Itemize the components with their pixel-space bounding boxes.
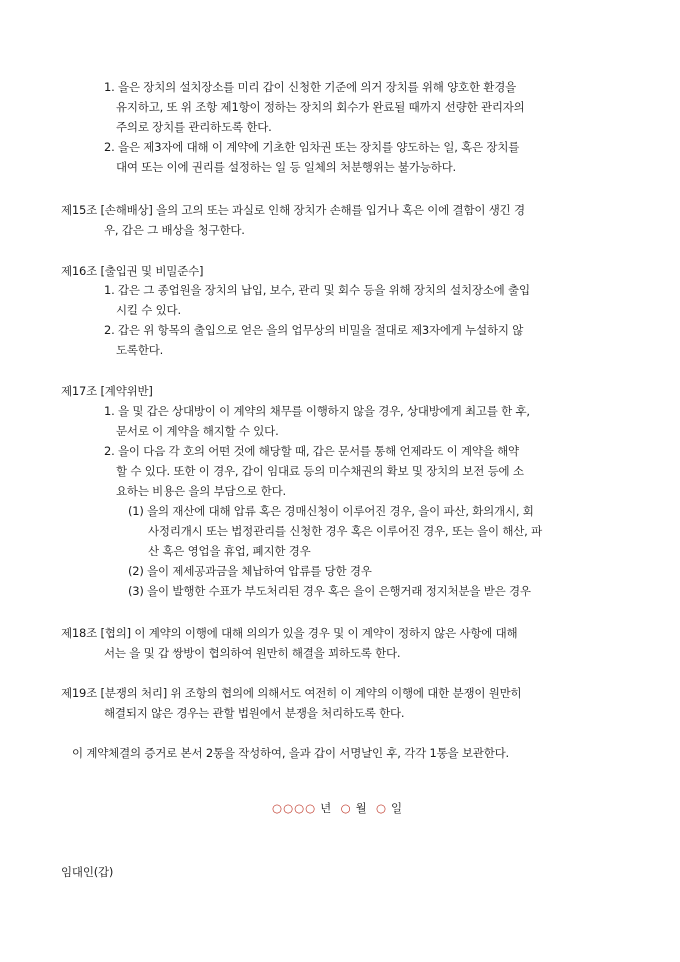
clause-16-item-2: 2. 갑은 위 항목의 출입으로 얻은 을의 업무상의 비밀을 절대로 제3자에게 누설하지 않: [104, 323, 524, 337]
clause-17-sub-1-cont: 산 혹은 영업을 휴업, 폐지한 경우: [148, 544, 311, 558]
clause-17-heading: 제17조 [계약위반]: [61, 384, 153, 398]
clause-14-item-1-cont: 유지하고, 또 위 조항 제1항이 정하는 장치의 회수가 완료될 때까지 선량한 관리자의: [116, 100, 525, 114]
clause-16-item-2-cont: 도록한다.: [116, 343, 164, 357]
year-placeholder: ○○○○: [272, 801, 317, 815]
month-unit: 월: [355, 801, 367, 815]
month-placeholder: ○: [340, 801, 352, 815]
year-unit: 년: [320, 801, 332, 815]
clause-17-sub-1-cont: 사정리개시 또는 법정관리를 신청한 경우 혹은 이루어진 경우, 또는 을이 해산, 파: [148, 524, 543, 538]
clause-15-cont: 우, 갑은 그 배상을 청구한다.: [104, 223, 245, 237]
clause-17-sub-3: (3) 을이 발행한 수표가 부도처리된 경우 혹은 을이 은행거래 정지처분을 받은 경우: [128, 584, 531, 598]
lessor-label: 임대인(갑): [61, 865, 114, 879]
clause-18-cont: 서는 을 및 갑 쌍방이 협의하여 원만히 해결을 꾀하도록 한다.: [104, 646, 401, 660]
signing-date: [0, 801, 680, 815]
day-placeholder: ○: [376, 801, 388, 815]
clause-19-heading: 제19조 [분쟁의 처리] 위 조항의 협의에 의해서도 여전히 이 계약의 이행에 대한 분쟁이 원만히: [61, 686, 522, 700]
clause-15-heading: 제15조 [손해배상] 을의 고의 또는 과실로 인해 장치가 손해를 입거나 혹은 이에 결함이 생긴 경: [61, 203, 525, 217]
day-unit: 일: [391, 801, 402, 815]
clause-16-item-1: 1. 갑은 그 종업원을 장치의 납입, 보수, 관리 및 회수 등을 위해 장치의 설치장소에 출입: [104, 283, 530, 297]
clause-17-item-2-cont: 요하는 비용은 을의 부담으로 한다.: [116, 484, 287, 498]
clause-17-sub-1: (1) 을의 재산에 대해 압류 혹은 경매신청이 이루어진 경우, 을이 파산, 화의개시, 회: [128, 504, 534, 518]
clause-18-heading: 제18조 [협의] 이 계약의 이행에 대해 의의가 있을 경우 및 이 계약이 정하지 않은 사항에 대해: [61, 626, 518, 640]
clause-17-item-1-cont: 문서로 이 계약을 해지할 수 있다.: [116, 424, 279, 438]
clause-14-item-2-cont: 대여 또는 이에 권리를 설정하는 일 등 일체의 처분행위는 불가능하다.: [116, 160, 457, 174]
clause-17-item-2-cont: 할 수 있다. 또한 이 경우, 갑이 임대료 등의 미수채권의 확보 및 장치의 보전 등에 소: [116, 464, 524, 478]
clause-14-item-1-cont: 주의로 장치를 관리하도록 한다.: [116, 120, 272, 134]
closing-statement: 이 계약체결의 증거로 본서 2통을 작성하여, 을과 갑이 서명날인 후, 각각 1통을 보관한다.: [72, 746, 509, 760]
clause-19-cont: 해결되지 않은 경우는 관할 법원에서 분쟁을 처리하도록 한다.: [104, 706, 405, 720]
clause-17-item-2: 2. 을이 다음 각 호의 어떤 것에 해당할 때, 갑은 문서를 통해 언제라도 이 계약을 해약: [104, 444, 519, 458]
clause-17-item-1: 1. 을 및 갑은 상대방이 이 계약의 채무를 이행하지 않을 경우, 상대방에게 최고를 한 후,: [104, 404, 530, 418]
clause-14-item-1: 1. 을은 장치의 설치장소를 미리 갑이 신청한 기준에 의거 장치를 위해 양호한 환경을: [104, 80, 517, 94]
clause-17-sub-2: (2) 을이 제세공과금을 체납하여 압류를 당한 경우: [128, 564, 372, 578]
clause-14-item-2: 2. 을은 제3자에 대해 이 계약에 기초한 임차권 또는 장치를 양도하는 일, 혹은 장치를: [104, 140, 520, 154]
clause-16-heading: 제16조 [출입권 및 비밀준수]: [61, 264, 204, 278]
clause-16-item-1-cont: 시킬 수 있다.: [116, 303, 181, 317]
